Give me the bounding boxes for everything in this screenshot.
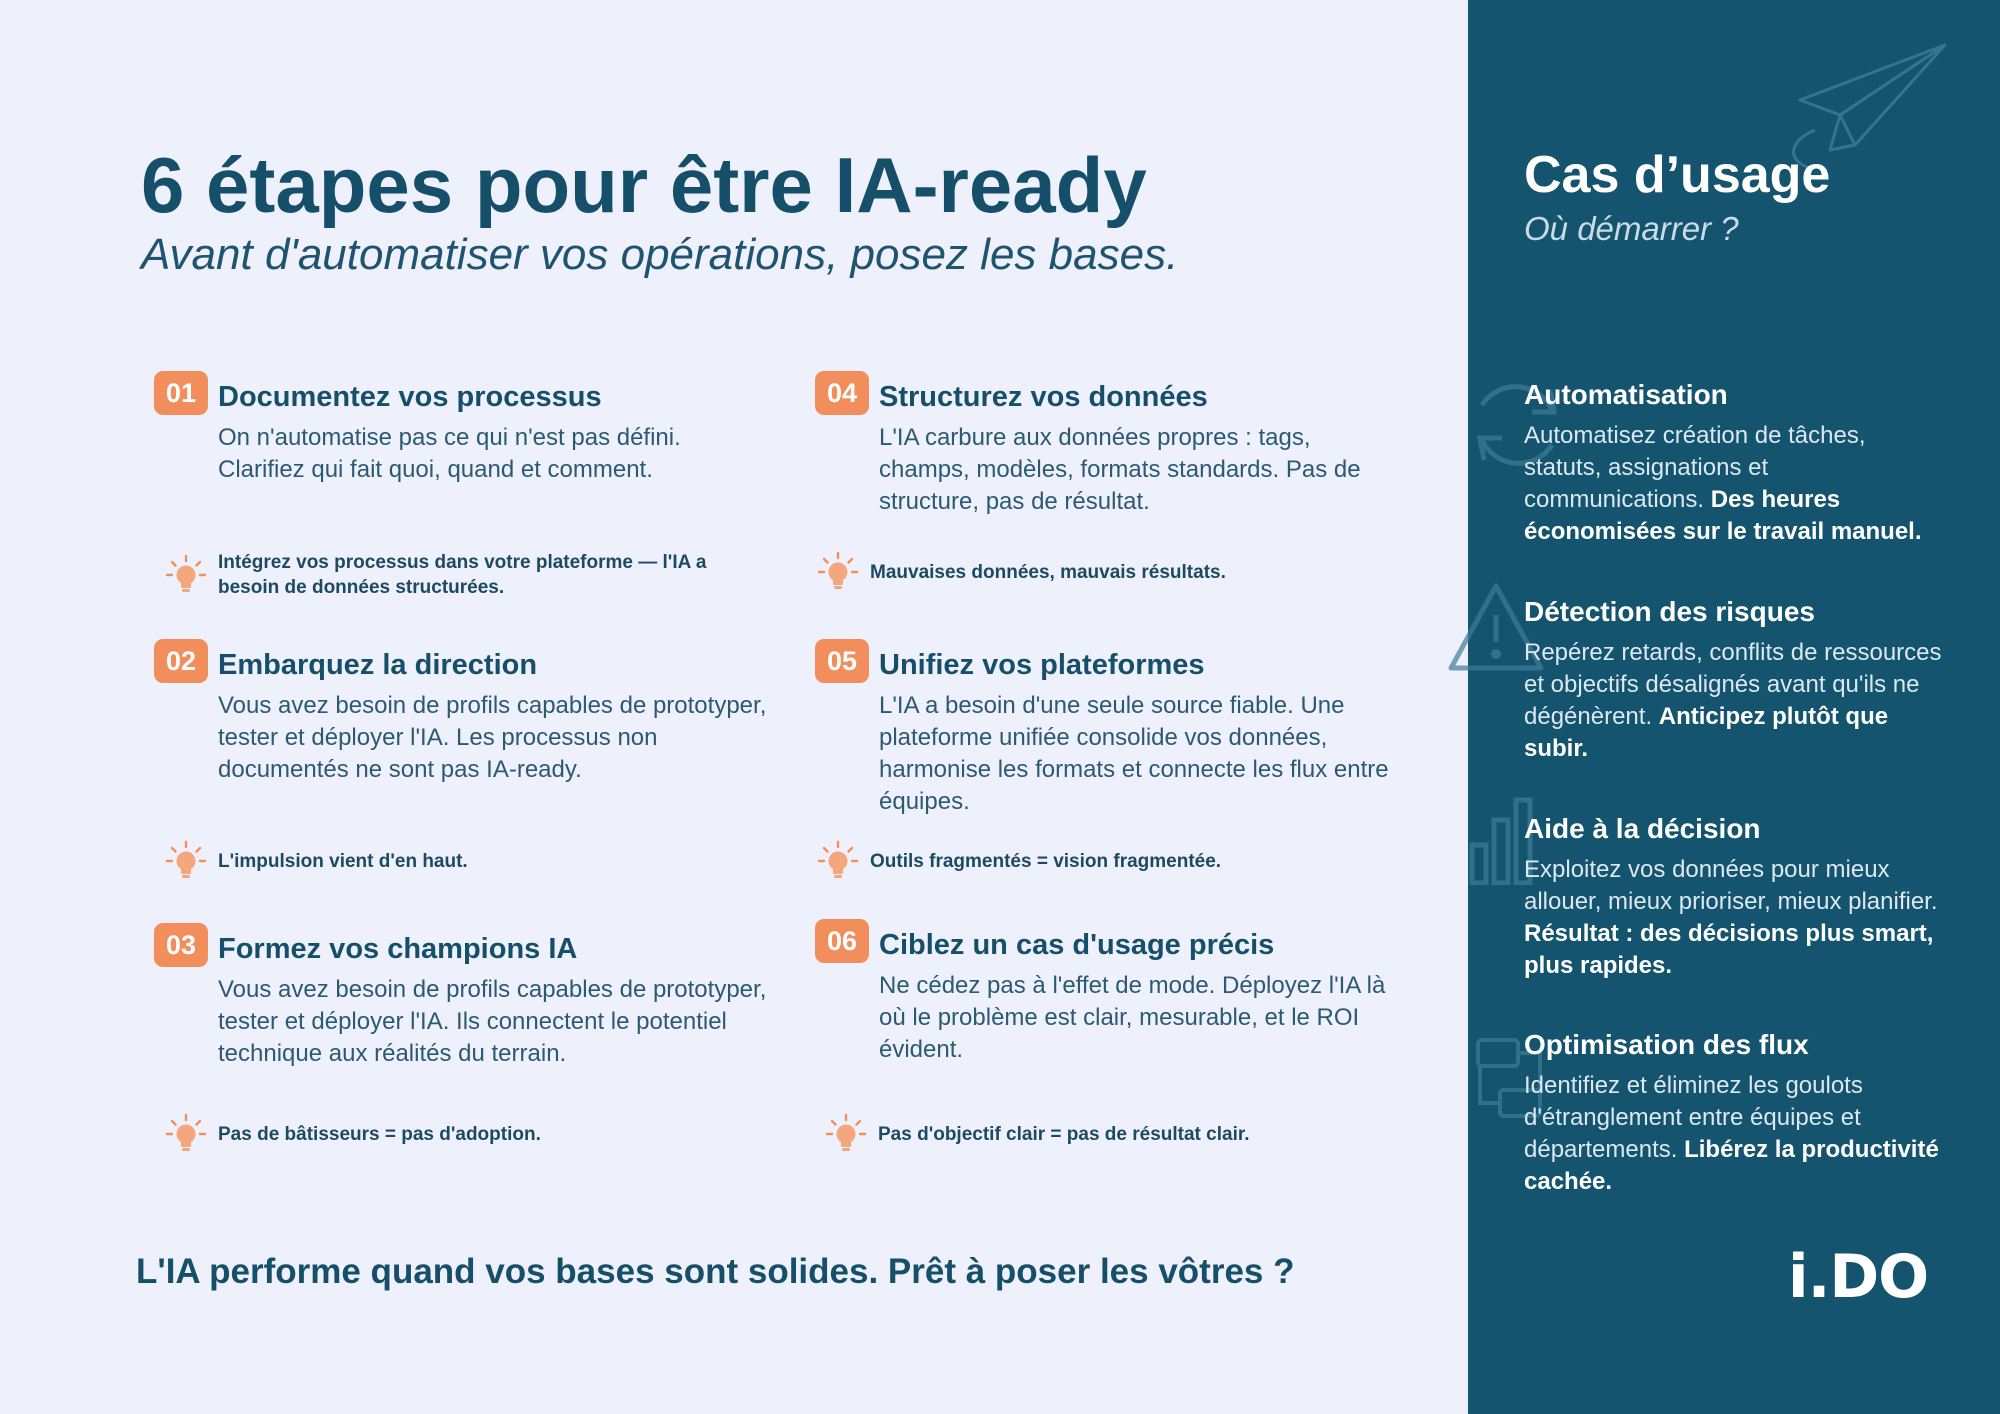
use-case-automatisation — [1524, 378, 1944, 548]
step-number-badge: 04 — [815, 371, 869, 415]
use-case-description — [1524, 854, 1944, 982]
use-case-aide-decision — [1524, 812, 1944, 982]
step-number-badge: 03 — [154, 923, 208, 967]
step-03 — [165, 929, 818, 1070]
footer-tagline: L'IA performe quand vos bases sont solides. Prêt à poser les vôtres ? — [136, 1252, 1295, 1291]
use-case-text: Identifiez et éliminez les goulots d'étranglement entre équipes et départements. — [1524, 1072, 1863, 1163]
step-title: Embarquez la direction — [218, 649, 538, 681]
tip-text: Intégrez vos processus dans votre plateforme — l'IA a besoin de données structurées. — [218, 552, 707, 598]
lightbulb-icon — [164, 1112, 208, 1156]
lightbulb-icon — [824, 1112, 868, 1156]
use-case-optimisation-flux — [1524, 1028, 1944, 1198]
step-number-badge: 06 — [815, 919, 869, 963]
use-case-detection-risques — [1524, 595, 1944, 765]
tip-text: Mauvaises données, mauvais résultats. — [870, 561, 1226, 583]
step-description: Vous avez besoin de profils capables de prototyper, tester et déployer l'IA. Ils connectent le potentiel technique aux réalités du terrain. — [218, 976, 767, 1067]
use-case-text: Repérez retards, conflits de ressources et objectifs désalignés avant qu'ils ne dégénèrent. — [1524, 639, 1942, 730]
step-description: L'IA a besoin d'une seule source fiable. Une plateforme unifiée consolide vos données, harmonise les formats et connecte les flux entre équipes. — [879, 692, 1389, 815]
step-title: Ciblez un cas d'usage précis — [879, 929, 1275, 961]
step-06 — [826, 925, 1479, 1066]
step-02 — [165, 645, 818, 786]
step-06-tip — [824, 1112, 1424, 1156]
tip-text: Pas d'objectif clair = pas de résultat clair. — [878, 1123, 1250, 1145]
step-03-tip — [164, 1112, 764, 1156]
use-case-text: Automatisez création de tâches, statuts, assignations et communications. — [1524, 422, 1866, 513]
tip-text: Outils fragmentés = vision fragmentée. — [870, 850, 1222, 872]
step-01-tip — [164, 550, 764, 600]
use-case-highlight: Résultat : des décisions plus smart, plus rapides. — [1524, 920, 1934, 979]
step-title: Formez vos champions IA — [218, 933, 578, 965]
use-case-description — [1524, 420, 1944, 548]
use-case-description — [1524, 1070, 1944, 1198]
lightbulb-icon — [816, 839, 860, 883]
step-04 — [826, 377, 1479, 518]
use-case-description — [1524, 637, 1944, 765]
use-case-highlight: Des heures économisées sur le travail manuel. — [1524, 486, 1922, 545]
step-01 — [165, 377, 818, 486]
step-number-badge: 01 — [154, 371, 208, 415]
tip-text: Pas de bâtisseurs = pas d'adoption. — [218, 1123, 541, 1145]
step-description: Vous avez besoin de profils capables de prototyper, tester et déployer l'IA. Les processus non documentés ne sont pas IA-ready. — [218, 692, 767, 783]
use-case-highlight: Libérez la productivité cachée. — [1524, 1136, 1939, 1195]
ido-logo: i.DO — [1788, 1242, 1929, 1312]
step-description: L'IA carbure aux données propres : tags, champs, modèles, formats standards. Pas de structure, pas de résultat. — [879, 424, 1361, 515]
use-case-title: Automatisation — [1524, 379, 1728, 410]
use-case-title: Optimisation des flux — [1524, 1029, 1809, 1060]
lightbulb-icon — [164, 553, 208, 597]
step-02-tip — [164, 839, 764, 883]
step-05 — [826, 645, 1479, 818]
step-description: On n'automatise pas ce qui n'est pas défini. Clarifiez qui fait quoi, quand et comment. — [218, 424, 681, 483]
lightbulb-icon — [816, 550, 860, 594]
step-description: Ne cédez pas à l'effet de mode. Déployez l'IA là où le problème est clair, mesurable, et le ROI évident. — [879, 972, 1386, 1063]
step-title: Unifiez vos plateformes — [879, 649, 1205, 681]
use-case-highlight: Anticipez plutôt que subir. — [1524, 703, 1889, 762]
lightbulb-icon — [164, 839, 208, 883]
use-case-title: Aide à la décision — [1524, 813, 1761, 844]
step-number-badge: 02 — [154, 639, 208, 683]
step-title: Structurez vos données — [879, 381, 1208, 413]
sidebar-title: Cas d’usage — [1524, 146, 1831, 204]
step-05-tip — [816, 839, 1416, 883]
step-number-badge: 05 — [815, 639, 869, 683]
step-title: Documentez vos processus — [218, 381, 602, 413]
page-title: 6 étapes pour être IA-ready — [141, 141, 1147, 229]
page-subtitle: Avant d'automatiser vos opérations, posez les bases. — [141, 230, 1179, 279]
tip-text: L'impulsion vient d'en haut. — [218, 850, 468, 872]
step-04-tip — [816, 550, 1416, 594]
use-case-title: Détection des risques — [1524, 596, 1815, 627]
sidebar-subtitle: Où démarrer ? — [1524, 210, 1739, 247]
use-case-text: Exploitez vos données pour mieux allouer, mieux prioriser, mieux planifier. — [1524, 856, 1938, 915]
